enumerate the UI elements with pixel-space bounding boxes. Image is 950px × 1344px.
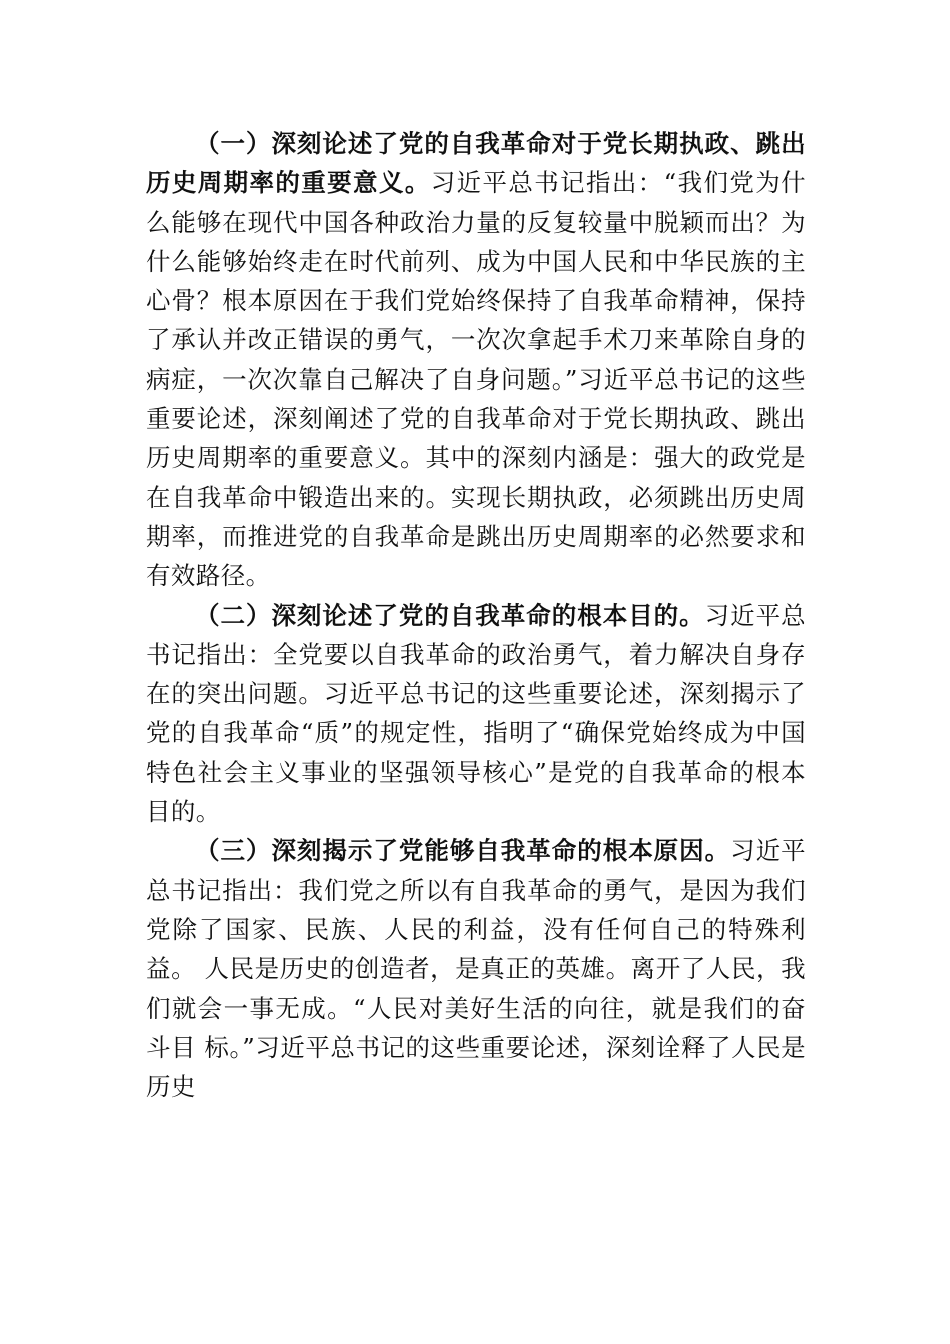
document-body xyxy=(146,124,806,1106)
section-heading-2: （二）深刻论述了党的自我革命的根本目的。 xyxy=(195,600,705,630)
paragraph-3 xyxy=(146,831,806,1106)
section-heading-1: （一）深刻论述了党的自我革命对于党长期执政、跳出历史周期率的重要意义。 xyxy=(146,129,806,198)
paragraph-2 xyxy=(146,596,806,832)
paragraph-1 xyxy=(146,124,806,596)
section-body-2: 习近平总书记指出：全党要以自我革命的政治勇气，着力解决自身存在的突出问题。习近平总书记的这些重要论述，深刻揭示了党的自我革命“质”的规定性，指明了“确保党始终成为中国特色社会主义事业的坚强领导核心”是党的自我革命的根本目的。 xyxy=(146,600,807,827)
section-body-1: 习近平总书记指出：“我们党为什么能够在现代中国各种政治力量的反复较量中脱颖而出？为什么能够始终走在时代前列、成为中国人民和中华民族的主心骨？根本原因在于我们党始终保持了自我革命精神，保持了承认并改正错误的勇气，一次次拿起手术刀来革除自身的病症，一次次靠自己解决了自身问题。”习近平总书记的这些重要论述，深刻阐述了党的自我革命对于党长期执政、跳出历史周期率的重要意义。其中的深刻内涵是：强大的政党是在自我革命中锻造出来的。实现长期执政，必须跳出历史周期率，而推进党的自我革命是跳出历史周期率的必然要求和有效路径。 xyxy=(146,168,806,591)
section-body-3: 习近平总书记指出：我们党之所以有自我革命的勇气，是因为我们党除了国家、民族、人民的利益，没有任何自己的特殊利益。 人民是历史的创造者，是真正的英雄。离开了人民，我们就会一事无成。“人民对美好生活的向往，就是我们的奋斗目 标。”习近平总书记的这些重要论述，深刻诠释了人民是历史 xyxy=(146,836,806,1102)
section-heading-3: （三）深刻揭示了党能够自我革命的根本原因。 xyxy=(195,836,731,866)
